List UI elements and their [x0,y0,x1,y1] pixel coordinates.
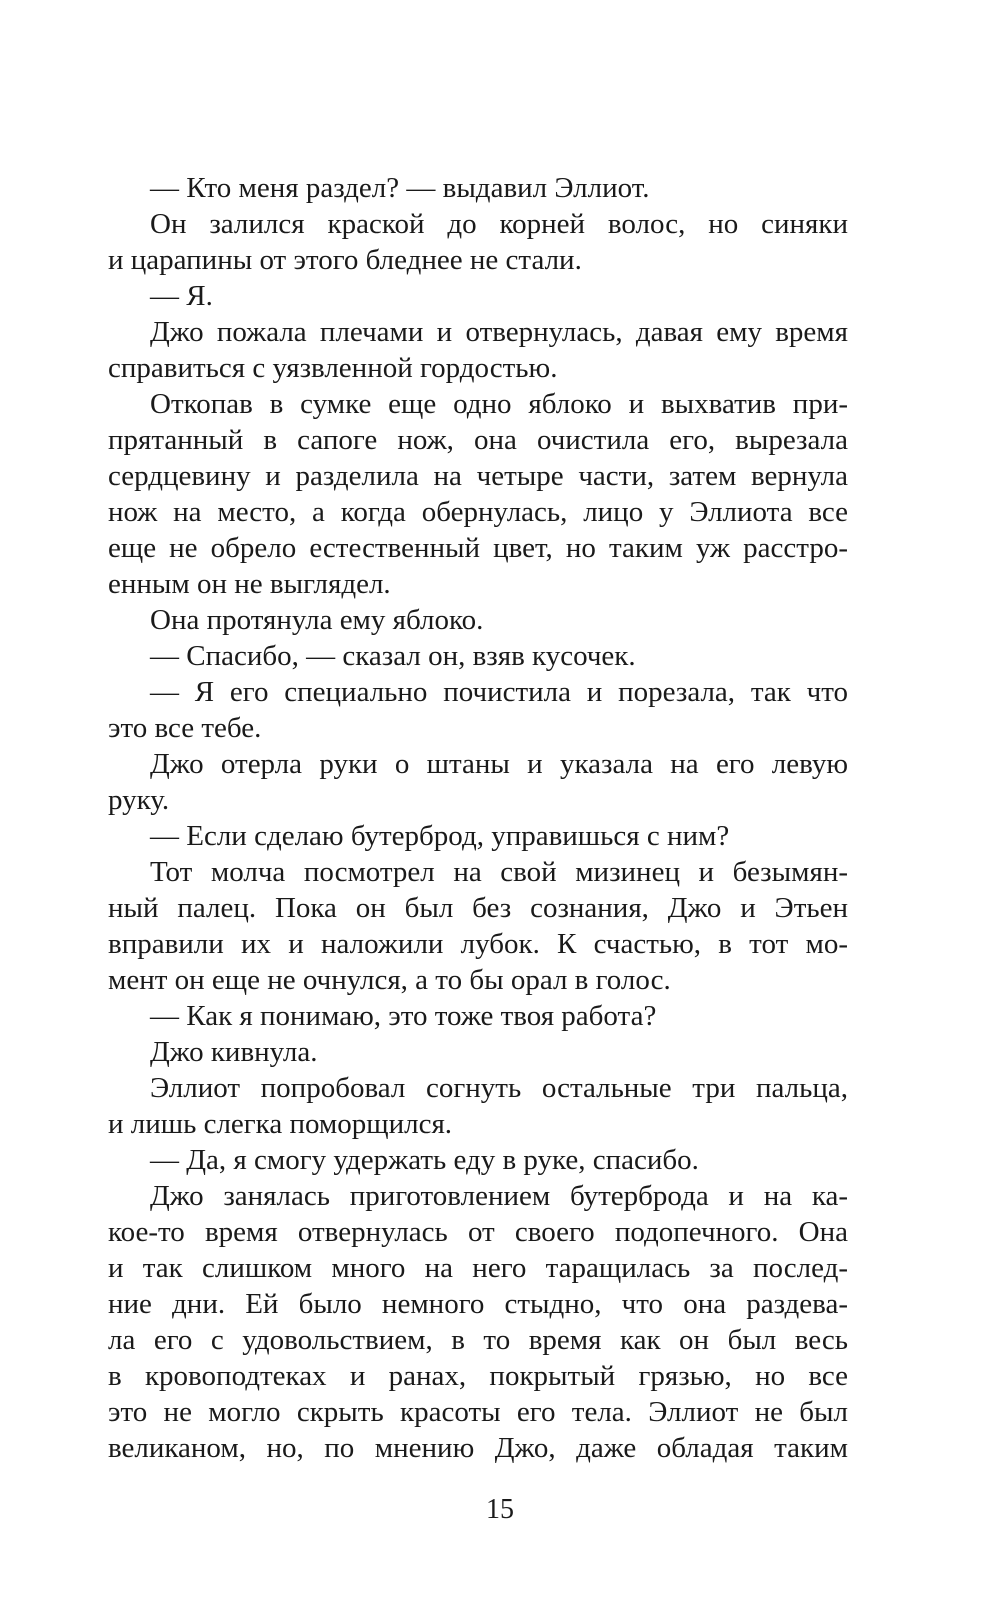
page-body-text [108,170,848,1466]
text-line: великаном, но, по мнению Джо, даже обладая таким [108,1432,848,1464]
text-line: Она протянула ему яблоко. [150,604,484,636]
text-line: — Как я понимаю, это тоже твоя работа? [150,1000,657,1032]
text-line: енным он не выглядел. [108,568,391,600]
text-line: в кровоподтеках и ранах, покрытый грязью, но все [108,1360,848,1392]
text-line: справиться с уязвленной гордостью. [108,352,558,384]
text-line: это все тебе. [108,712,262,744]
text-line: Джо отерла руки о штаны и указала на его левую [150,748,848,780]
text-line: Джо пожала плечами и отвернулась, давая ему время [150,316,848,348]
text-line: — Я его специально почистила и порезала, так что [150,676,848,708]
text-line: — Да, я смогу удержать еду в руке, спасибо. [150,1144,699,1176]
text-line: — Если сделаю бутерброд, управишься с ним? [150,820,730,852]
text-line: — Спасибо, — сказал он, взяв кусочек. [150,640,636,672]
text-line: еще не обрело естественный цвет, но таким уж расстро- [108,532,848,564]
text-line: это не могло скрыть красоты его тела. Эллиот не был [108,1396,848,1428]
page-number: 15 [486,1494,514,1525]
text-line: Джо занялась приготовлением бутерброда и на ка- [150,1180,848,1212]
text-line: ный палец. Пока он был без сознания, Джо и Этьен [108,892,848,924]
text-line: кое-то время отвернулась от своего подопечного. Она [108,1216,848,1248]
text-line: мент он еще не очнулся, а то бы орал в голос. [108,964,671,996]
text-line: Джо кивнула. [150,1036,318,1068]
text-line: прятанный в сапоге нож, она очистила его, вырезала [108,424,848,456]
text-line: — Я. [150,280,213,312]
text-line: вправили их и наложили лубок. К счастью, в тот мо- [108,928,848,960]
text-line: и царапины от этого бледнее не стали. [108,244,582,276]
text-line: нож на место, а когда обернулась, лицо у Эллиота все [108,496,848,528]
text-line: Тот молча посмотрел на свой мизинец и безымян- [150,856,848,888]
text-line: сердцевину и разделила на четыре части, затем вернула [108,460,848,492]
text-line: и так слишком много на него таращилась за послед- [108,1252,848,1284]
text-line: руку. [108,784,170,816]
text-line: и лишь слегка поморщился. [108,1108,453,1140]
text-line: Откопав в сумке еще одно яблоко и выхватив при- [150,388,848,420]
text-line: — Кто меня раздел? — выдавил Эллиот. [150,172,650,204]
text-line: Эллиот попробовал согнуть остальные три пальца, [150,1072,848,1104]
text-line: ние дни. Ей было немного стыдно, что она раздева- [108,1288,848,1320]
text-line: Он залился краской до корней волос, но синяки [150,208,848,240]
text-line: ла его с удовольствием, в то время как он был весь [108,1324,848,1356]
